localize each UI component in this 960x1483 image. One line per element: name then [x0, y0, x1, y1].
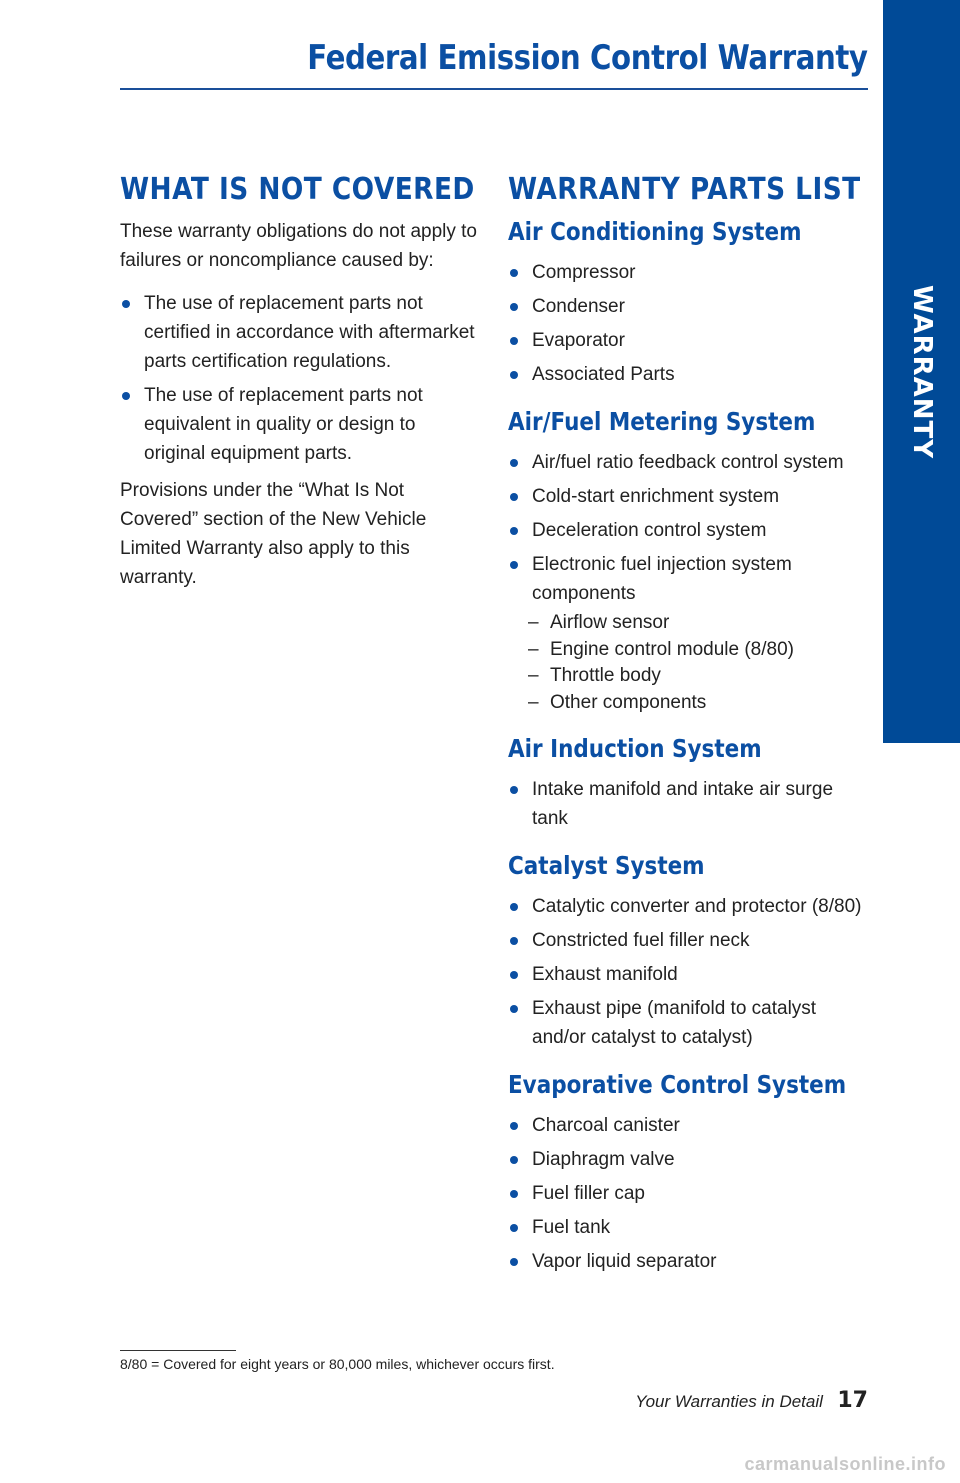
not-covered-intro: These warranty obligations do not apply to failures or noncompliance caused by:: [120, 221, 477, 271]
section-heading-evaporative-control: Evaporative Control System: [508, 1070, 847, 1099]
list-item: Fuel tank: [508, 1213, 868, 1242]
bullet-icon: [510, 303, 518, 311]
not-covered-column: [120, 172, 480, 606]
bullet-icon: [510, 337, 518, 345]
sub-list-item: – Engine control module (8/80): [528, 638, 794, 660]
footer-label: Your Warranties in Detail: [635, 1392, 823, 1411]
list-item: Intake manifold and intake air surge tank: [508, 775, 868, 833]
list-item: Fuel filler cap: [508, 1179, 868, 1208]
bullet-icon: [510, 1156, 518, 1164]
bullet-icon: [510, 561, 518, 569]
section-heading-air-conditioning: Air Conditioning System: [508, 217, 802, 246]
page-header: [120, 38, 868, 90]
list-item: The use of replacement parts not equivalent in quality or design to original equipment parts.: [120, 381, 480, 468]
bullet-icon: [510, 527, 518, 535]
list-item: The use of replacement parts not certified in accordance with aftermarket parts certification regulations.: [120, 289, 480, 376]
page-title: Federal Emission Control Warranty: [307, 38, 868, 78]
list-item: Diaphragm valve: [508, 1145, 868, 1174]
section-heading-air-induction: Air Induction System: [508, 734, 762, 763]
fuel-injection-sublist: [528, 610, 868, 716]
list-item: Evaporator: [508, 326, 868, 355]
bullet-icon: [510, 1190, 518, 1198]
bullet-icon: [122, 300, 130, 308]
bullet-icon: [510, 1005, 518, 1013]
list-item: Exhaust manifold: [508, 960, 868, 989]
bullet-icon: [510, 786, 518, 794]
bullet-icon: [510, 493, 518, 501]
parts-list-column: [508, 172, 868, 1284]
bullet-icon: [510, 371, 518, 379]
list-item: Deceleration control system: [508, 516, 868, 545]
list-item: Constricted fuel filler neck: [508, 926, 868, 955]
bullet-icon: [510, 937, 518, 945]
bullet-icon: [510, 971, 518, 979]
not-covered-title: WHAT IS NOT COVERED: [120, 172, 475, 207]
not-covered-list: [120, 289, 480, 468]
list-item: Charcoal canister: [508, 1111, 868, 1140]
bullet-icon: [510, 269, 518, 277]
list-item: Compressor: [508, 258, 868, 287]
footnote-divider: [120, 1350, 236, 1351]
sub-list-item: – Other components: [528, 691, 707, 713]
page-number: 17: [837, 1388, 868, 1413]
bullet-icon: [510, 1258, 518, 1266]
evaporative-control-list: [508, 1111, 868, 1276]
section-heading-catalyst: Catalyst System: [508, 851, 705, 880]
sub-list-item: – Airflow sensor: [528, 612, 670, 633]
bullet-icon: [122, 392, 130, 400]
list-item: Exhaust pipe (manifold to catalyst and/or catalyst to catalyst): [508, 994, 868, 1052]
air-fuel-metering-list: [508, 448, 868, 716]
list-item: Condenser: [508, 292, 868, 321]
catalyst-list: [508, 892, 868, 1052]
list-item: Associated Parts: [508, 360, 868, 389]
bullet-icon: [510, 903, 518, 911]
sub-list-item: – Throttle body: [528, 665, 661, 686]
side-tab-label: WARRANTY: [906, 284, 937, 460]
footnote: 8/80 = Covered for eight years or 80,000 miles, whichever occurs first.: [120, 1356, 555, 1372]
list-item: Air/fuel ratio feedback control system: [508, 448, 868, 477]
watermark: carmanualsonline.info: [744, 1454, 946, 1474]
list-item: Cold-start enrichment system: [508, 482, 868, 511]
list-item: Electronic fuel injection system components – Airflow sensor – Engine control module (8/80) – Throttle body – Other components: [508, 550, 868, 716]
bullet-icon: [510, 1224, 518, 1232]
air-conditioning-list: [508, 258, 868, 389]
provisions-text: Provisions under the “What Is Not Covered” section of the New Vehicle Limited Warranty also apply to this warranty.: [120, 480, 427, 588]
bullet-icon: [510, 459, 518, 467]
list-item: Vapor liquid separator: [508, 1247, 868, 1276]
air-induction-list: [508, 775, 868, 833]
section-side-tab: [883, 0, 960, 743]
bullet-icon: [510, 1122, 518, 1130]
page-footer: [635, 1388, 868, 1413]
list-item: Catalytic converter and protector (8/80): [508, 892, 868, 921]
parts-list-title: WARRANTY PARTS LIST: [508, 172, 861, 207]
section-heading-air-fuel-metering: Air/Fuel Metering System: [508, 407, 816, 436]
